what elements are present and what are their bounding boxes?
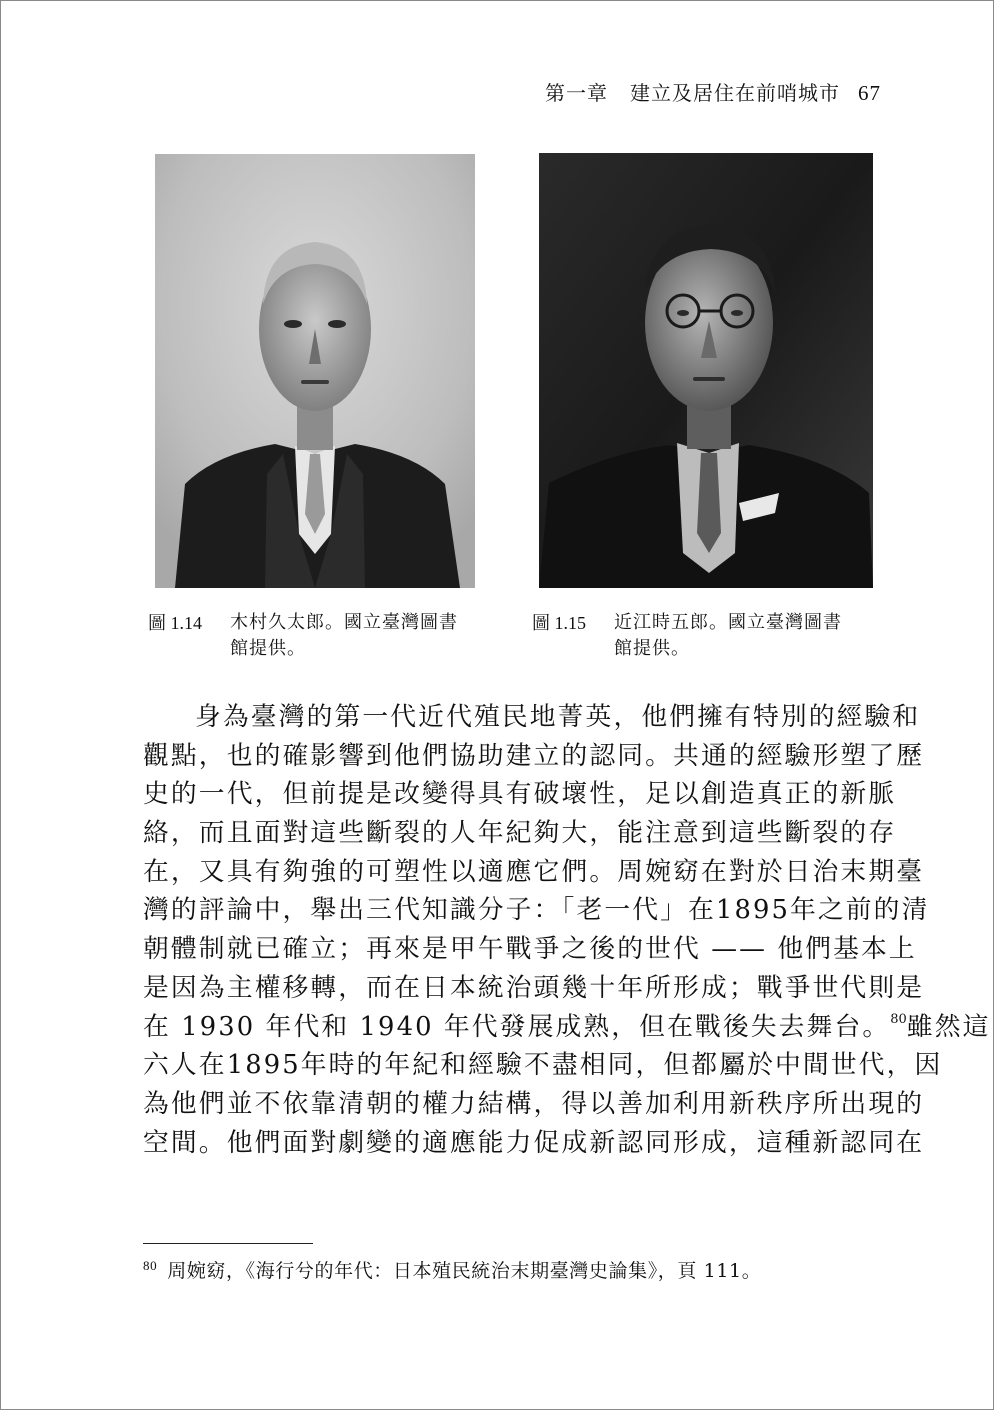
chapter-title: 建立及居住在前哨城市 — [630, 81, 840, 105]
text-line: 六人在1895年時的年紀和經驗不盡相同，但都屬於中間世代，因 — [143, 1050, 943, 1081]
text-segment: 在 1930 年代和 1940 年代發展成熟，但在戰後失去舞台。 — [143, 1011, 891, 1042]
caption-text: 館提供。 — [614, 638, 690, 659]
chapter-label: 第一章 — [545, 81, 608, 105]
text-line: 絡，而且面對這些斷裂的人年紀夠大，能注意到這些斷裂的存 — [143, 818, 897, 849]
footnote-text: 周婉窈，《海行兮的年代：日本殖民統治末期臺灣史論集》，頁 111。 — [167, 1260, 762, 1282]
footnote-ref[interactable]: 80 — [890, 1011, 907, 1027]
body-paragraph — [143, 698, 991, 1162]
text-line: 朝體制就已確立；再來是甲午戰爭之後的世代 —— 他們基本上 — [143, 934, 917, 965]
footnote-number: 80 — [143, 1258, 158, 1273]
figure-label: 圖 1.14 — [148, 613, 202, 633]
caption-text: 木村久太郎。國立臺灣圖書 — [230, 612, 458, 633]
text-line — [143, 1008, 991, 1047]
caption-text: 館提供。 — [230, 638, 306, 659]
text-line: 身為臺灣的第一代近代殖民地菁英，他們擁有特別的經驗和 — [195, 702, 921, 732]
portrait-photo-2 — [539, 153, 873, 588]
footnote-divider — [143, 1243, 313, 1244]
text-line: 是因為主權移轉，而在日本統治頭幾十年所形成；戰爭世代則是 — [143, 972, 925, 1003]
text-line: 為他們並不依靠清朝的權力結構，得以善加利用新秩序所出現的 — [143, 1088, 925, 1119]
figure-caption-1 — [148, 610, 508, 662]
running-header — [545, 77, 881, 106]
text-line: 在，又具有夠強的可塑性以適應它們。周婉窈在對於日治末期臺 — [143, 856, 925, 887]
text-line: 灣的評論中，舉出三代知識分子：「老一代」在1895年之前的清 — [143, 895, 930, 926]
text-segment: 雖然這 — [906, 1011, 991, 1042]
text-line: 史的一代，但前提是改變得具有破壞性，足以創造真正的新脈 — [143, 779, 897, 810]
figure-caption-2 — [532, 610, 892, 662]
footnote — [143, 1253, 883, 1284]
text-line: 觀點，也的確影響到他們協助建立的認同。共通的經驗形塑了歷 — [143, 740, 925, 771]
figure-label: 圖 1.15 — [532, 613, 586, 633]
caption-text: 近江時五郎。國立臺灣圖書 — [614, 612, 842, 633]
portrait-photo-1 — [155, 154, 475, 588]
page-number: 67 — [858, 81, 881, 105]
text-line: 空間。他們面對劇變的適應能力促成新認同形成，這種新認同在 — [143, 1127, 925, 1158]
